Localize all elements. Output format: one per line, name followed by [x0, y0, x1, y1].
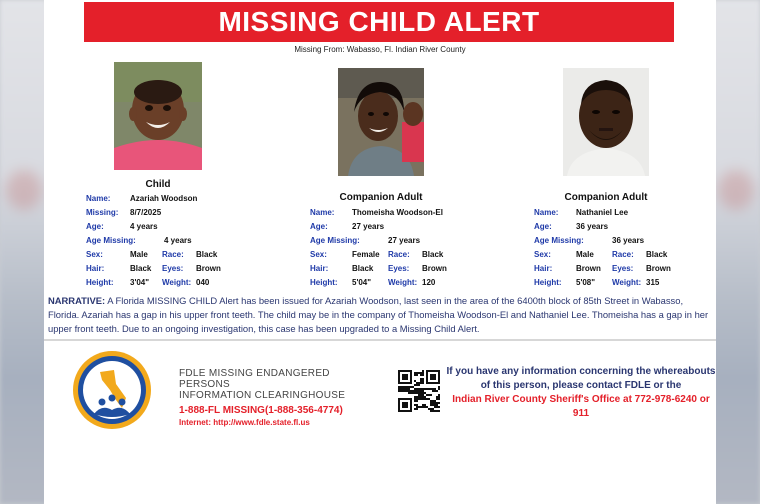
companion-adult-1-photo	[338, 68, 424, 176]
child-heading: Child	[145, 179, 171, 190]
clearinghouse-info	[179, 368, 379, 427]
field-value: Black	[130, 264, 152, 273]
missing-from-line: Missing From: Wabasso, Fl. Indian River County	[294, 45, 466, 54]
field-label: Race:	[388, 250, 410, 259]
field-label: Eyes:	[388, 264, 410, 273]
field-value: 5'04"	[352, 278, 372, 287]
field-value: 36 years	[612, 236, 645, 245]
alert-poster	[44, 0, 716, 504]
field-value: Female	[352, 250, 380, 259]
field-value: Brown	[422, 264, 447, 273]
clearinghouse-seal-logo	[72, 350, 152, 430]
companion-adult-2-photo	[563, 68, 649, 176]
hotline-phone: 1-888-FL MISSING(1-888-356-4774)	[179, 405, 343, 416]
contact-instructions	[446, 365, 716, 421]
field-label: Race:	[162, 250, 184, 259]
field-label: Weight:	[162, 278, 192, 287]
child-photo	[114, 62, 202, 170]
field-label: Name:	[86, 194, 111, 203]
companion-adult-1-heading: Companion Adult	[339, 192, 423, 203]
field-value: 040	[196, 278, 210, 287]
background-blur-left	[0, 0, 48, 504]
field-label: Sex:	[86, 250, 103, 259]
field-value: 315	[646, 278, 660, 287]
field-value: 36 years	[576, 222, 609, 231]
field-label: Age:	[86, 222, 104, 231]
field-value: Black	[646, 250, 668, 259]
companion-adult-2-info	[534, 208, 714, 290]
field-label: Eyes:	[162, 264, 184, 273]
adult-2-name: Nathaniel Lee	[576, 208, 629, 217]
narrative-paragraph	[48, 294, 712, 336]
background-blur-right	[712, 0, 760, 504]
child-info	[86, 194, 286, 290]
child-name: Azariah Woodson	[130, 194, 198, 203]
field-label: Sex:	[310, 250, 327, 259]
missing-date: 8/7/2025	[130, 208, 162, 217]
field-label: Age:	[534, 222, 552, 231]
info-row	[86, 194, 110, 203]
field-value: Black	[422, 250, 444, 259]
narrative-text: A Florida MISSING CHILD Alert has been issued for Azariah Woodson, last seen in the area of the 6400th block of 85th Street in Wabasso, Florida. Azariah has a gap in his upper front teeth. The child may be in the company of Thomeisha Woodson-El and Nathaniel Lee. Thomeisha has a gap in her upper front teeth. Due to an ongoing investigation, this case has been upgraded to a Missing Child Alert.	[48, 295, 709, 334]
field-label: Hair:	[310, 264, 329, 273]
field-value: 27 years	[352, 222, 385, 231]
field-label: Sex:	[534, 250, 551, 259]
field-value: 4 years	[164, 236, 192, 245]
adult-1-name: Thomeisha Woodson-El	[352, 208, 443, 217]
field-label: Weight:	[388, 278, 418, 287]
field-label: Height:	[86, 278, 114, 287]
field-value: Brown	[576, 264, 601, 273]
field-label: Age Missing:	[534, 236, 584, 245]
field-value: Male	[576, 250, 594, 259]
field-label: Race:	[612, 250, 634, 259]
field-label: Name:	[534, 208, 559, 217]
field-label: Age:	[310, 222, 328, 231]
alert-title: MISSING CHILD ALERT	[218, 6, 540, 37]
section-divider	[44, 339, 716, 341]
clearinghouse-line-1: FDLE MISSING ENDANGERED PERSONS	[179, 368, 330, 390]
companion-adult-2-heading: Companion Adult	[564, 192, 648, 203]
field-label: Age Missing:	[86, 236, 136, 245]
field-label: Height:	[310, 278, 338, 287]
qr-code[interactable]	[398, 370, 440, 412]
field-value: 3'04"	[130, 278, 150, 287]
field-label: Hair:	[534, 264, 553, 273]
website-link[interactable]: Internet: http://www.fdle.state.fl.us	[179, 418, 310, 427]
field-value: Brown	[646, 264, 671, 273]
field-value: 27 years	[388, 236, 421, 245]
field-label: Age Missing:	[310, 236, 360, 245]
field-value: Black	[196, 250, 218, 259]
field-value: Black	[352, 264, 374, 273]
field-label: Name:	[310, 208, 335, 217]
narrative-label: NARRATIVE:	[48, 295, 106, 306]
contact-line-1: If you have any information concerning the whereabouts of this person, please contact FDLE or the	[446, 366, 716, 391]
companion-adult-1-info	[310, 208, 510, 290]
field-value: Brown	[196, 264, 221, 273]
field-value: Male	[130, 250, 148, 259]
title-banner	[84, 2, 674, 42]
field-label: Weight:	[612, 278, 642, 287]
field-label: Hair:	[86, 264, 105, 273]
field-value: 120	[422, 278, 436, 287]
field-label: Eyes:	[612, 264, 634, 273]
field-label: Missing:	[86, 208, 119, 217]
field-label: Height:	[534, 278, 562, 287]
contact-line-2: Indian River County Sheriff's Office at 772-978-6240 or 911	[452, 394, 710, 419]
clearinghouse-line-2: INFORMATION CLEARINGHOUSE	[179, 390, 346, 401]
field-value: 5'08"	[576, 278, 596, 287]
field-value: 4 years	[130, 222, 158, 231]
